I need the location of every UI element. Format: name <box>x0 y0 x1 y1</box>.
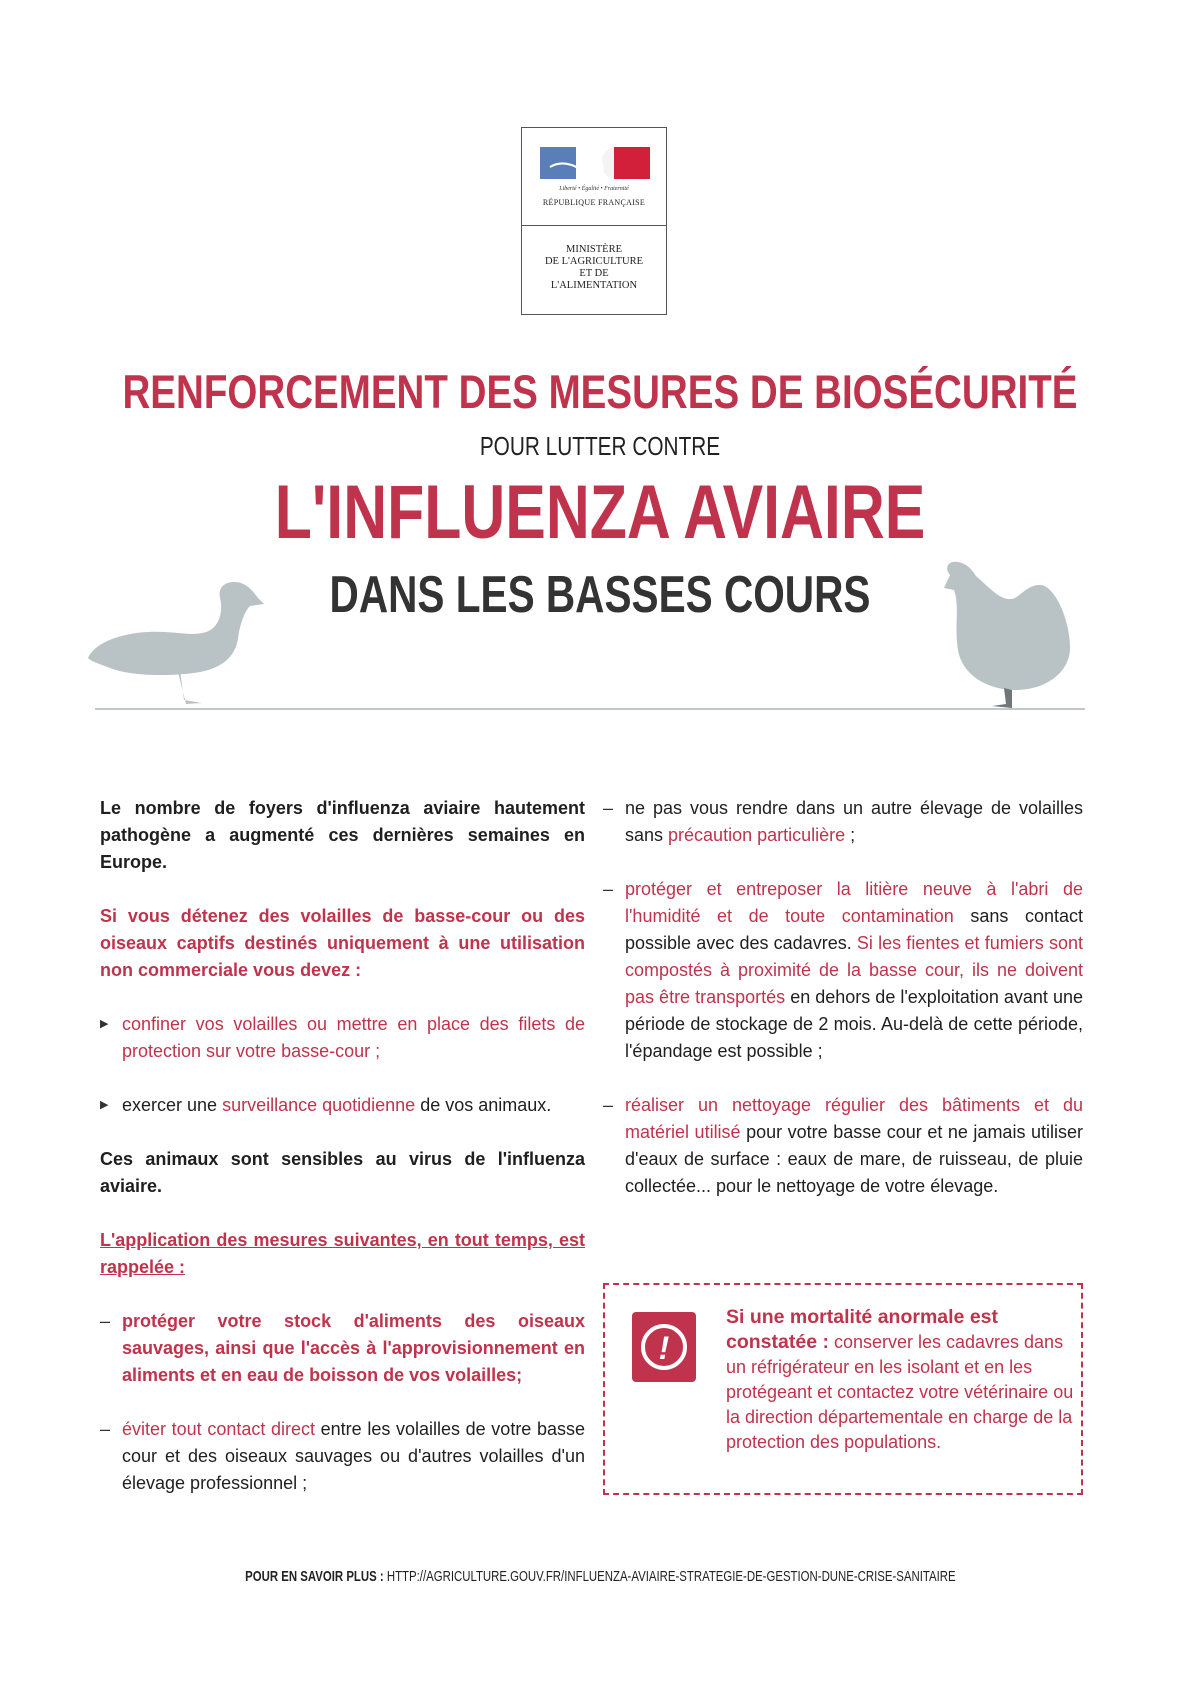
list-item-highlight: précaution particulière <box>668 825 846 845</box>
footer-more-info <box>0 1568 1200 1585</box>
exclamation-icon <box>632 1312 696 1382</box>
list-item <box>100 1416 585 1497</box>
alert-text <box>726 1305 1076 1455</box>
dash-bullet-icon: – <box>100 1419 111 1439</box>
list-item-highlight: réaliser un nettoyage régulier des bâtiments et du matériel utilisé <box>625 1095 1083 1142</box>
alert-body: conserver les cadavres dans un réfrigérateur en les isolant et en les protégeant et contactez votre vétérinaire ou la direction départementale en charge de la protection des populations. <box>726 1332 1074 1452</box>
title-biosecurity: RENFORCEMENT DES MESURES DE BIOSÉCURITÉ <box>122 365 1078 418</box>
list-item-text: protéger votre stock d'aliments des oiseaux sauvages, ainsi que l'accès à l'approvisionnement en aliments et en eau de boisson de vos volailles; <box>122 1311 585 1385</box>
right-column <box>603 795 1083 1200</box>
list-item-text: exercer une <box>122 1095 223 1115</box>
list-item <box>100 1092 585 1119</box>
list-item-text: pour votre basse cour et ne jamais utiliser d'eaux de surface : eaux de mare, de ruisseau, de pluie collectée... pour le nettoyage de votre élevage. <box>625 1122 1083 1196</box>
list-item-highlight: protéger et entreposer la litière neuve à l'abri de l'humidité et de toute contamination <box>625 879 1083 926</box>
marianne-block <box>522 128 666 226</box>
motto: Liberté • Égalité • Fraternité <box>559 186 629 192</box>
dash-bullet-icon: – <box>603 1095 614 1115</box>
ministry-line: MINISTÈRE <box>566 244 622 255</box>
list-item-text: en dehors de l'exploitation avant une période de stockage de 2 mois. Au-delà de cette période, l'épandage est possible ; <box>625 987 1083 1061</box>
sensitivity-paragraph: Ces animaux sont sensibles au virus de l'influenza aviaire. <box>100 1149 585 1196</box>
list-item-highlight: surveillance quotidienne <box>222 1095 416 1115</box>
footer-label: POUR EN SAVOIR PLUS : <box>244 1568 384 1585</box>
list-item-text: confiner vos volailles ou mettre en place des filets de protection sur votre basse-cour ; <box>122 1014 585 1061</box>
marianne-icon <box>540 143 650 183</box>
dash-bullet-icon: – <box>603 879 614 899</box>
alert-title: Si une mortalité anormale est constatée : <box>726 1306 999 1353</box>
ministry-line: L'ALIMENTATION <box>550 280 638 291</box>
exclamation-glyph: ! <box>658 1330 670 1366</box>
triangle-bullet-icon: ▶ <box>100 1099 109 1111</box>
list-item <box>603 876 1083 1065</box>
triangle-bullet-icon: ▶ <box>100 1018 109 1030</box>
dash-bullet-icon: – <box>100 1311 111 1331</box>
republic-name: RÉPUBLIQUE FRANÇAISE <box>542 198 646 207</box>
ministry-line: DE L'AGRICULTURE <box>544 256 644 267</box>
hen-icon <box>944 562 1070 708</box>
list-item <box>603 1092 1083 1200</box>
list-item-text: ; <box>845 825 856 845</box>
alert-badge <box>632 1312 696 1382</box>
list-item-text: sans contact possible avec des cadavres. <box>625 906 1083 953</box>
list-item-text: ne pas vous rendre dans un autre élevage de volailles sans <box>625 798 1083 845</box>
footer-inner <box>245 1568 955 1585</box>
ministry-logo <box>521 127 667 315</box>
mortality-alert-box <box>603 1283 1083 1495</box>
list-item-text: entre les volailles de votre basse cour et des oiseaux sauvages ou d'autres volailles d'un élevage professionnel ; <box>122 1419 585 1493</box>
reminder-heading: L'application des mesures suivantes, en tout temps, est rappelée : <box>100 1230 585 1277</box>
list-item <box>603 795 1083 849</box>
ministry-name <box>522 244 666 292</box>
footer-url[interactable]: HTTP://AGRICULTURE.GOUV.FR/INFLUENZA-AVIAIRE-STRATEGIE-DE-GESTION-DUNE-CRISE-SANITAIRE <box>383 1568 956 1585</box>
warning-paragraph: Si vous détenez des volailles de basse-cour ou des oiseaux captifs destinés uniquement à une utilisation non commerciale vous devez : <box>100 906 585 980</box>
hero-illustration <box>0 560 1200 720</box>
intro-paragraph: Le nombre de foyers d'influenza aviaire hautement pathogène a augmenté ces dernières semaines en Europe. <box>100 798 585 872</box>
title-avian-influenza: L'INFLUENZA AVIAIRE <box>274 470 926 555</box>
title-subline: POUR LUTTER CONTRE <box>479 431 721 461</box>
list-item-highlight: Si les fientes et fumiers sont compostés à proximité de la basse cour, ils ne doivent pas être transportés <box>625 933 1083 1007</box>
list-item-highlight: éviter tout contact direct <box>122 1419 316 1439</box>
duck-icon <box>88 582 264 704</box>
list-item <box>100 1011 585 1065</box>
list-item <box>100 1308 585 1389</box>
left-column <box>100 795 585 1497</box>
title-backyards: DANS LES BASSES COURS <box>329 566 871 624</box>
dash-bullet-icon: – <box>603 798 614 818</box>
list-item-text: de vos animaux. <box>415 1095 552 1115</box>
ministry-line: ET DE <box>579 268 609 279</box>
